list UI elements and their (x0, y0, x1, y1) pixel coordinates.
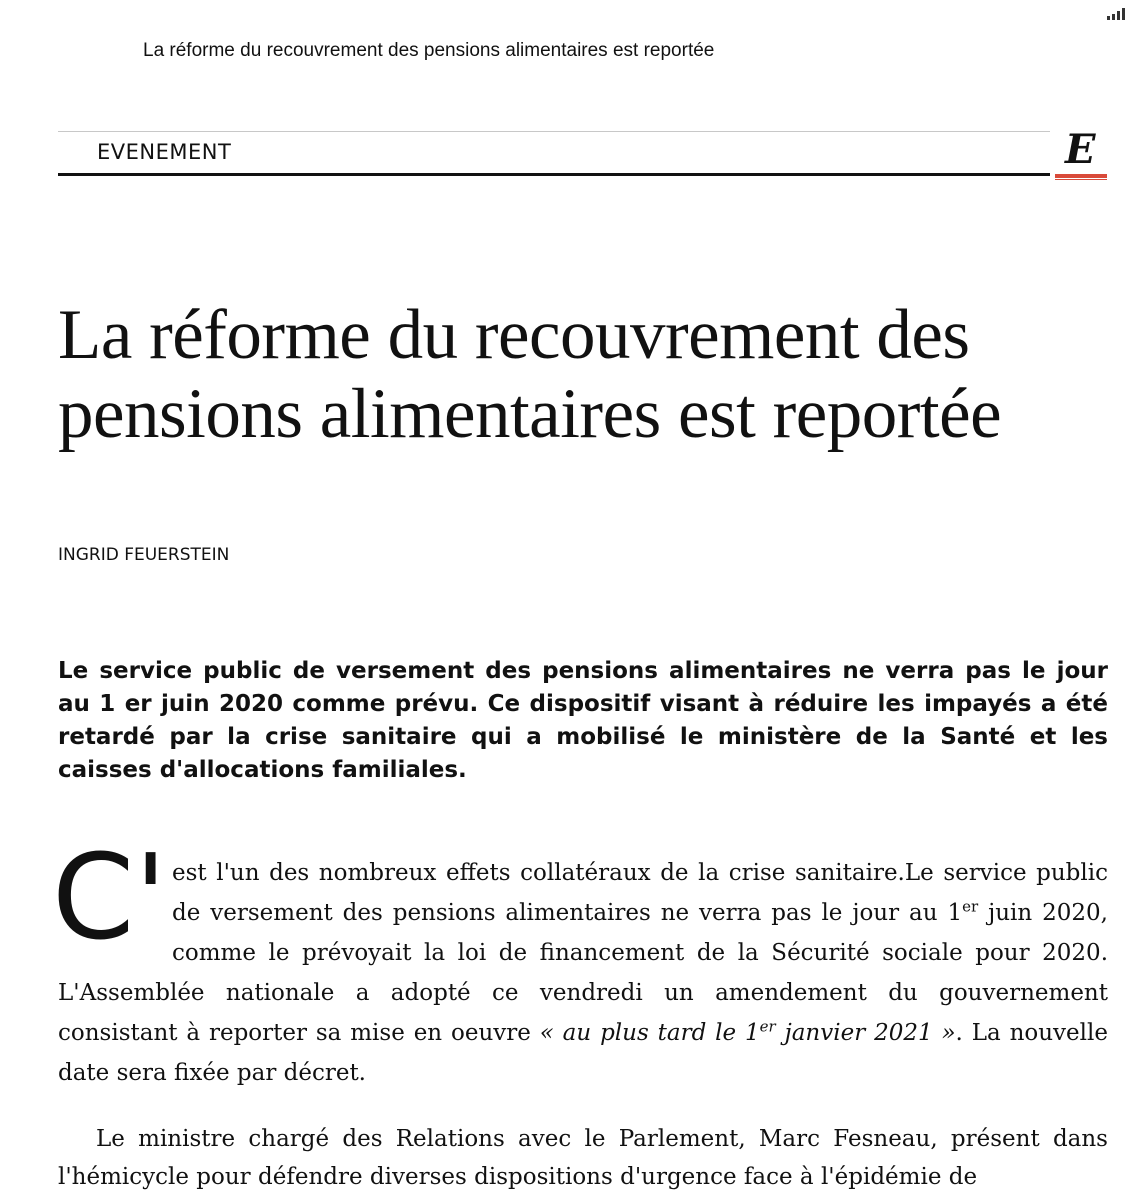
section-label: EVENEMENT (97, 140, 232, 164)
article-author: INGRID FEUERSTEIN (58, 545, 230, 565)
brand-logo: E (1065, 126, 1096, 173)
section-divider-bottom (58, 173, 1050, 176)
signal-icon (1107, 8, 1125, 20)
article-paragraph-2: Le ministre chargé des Relations avec le Parlement, Marc Fesneau, présent dans l'hémicycle pour défendre diverses dispositions d'urgence face à l'épidémie de (58, 1126, 1108, 1190)
article-headline: La réforme du recouvrement des pensions alimentaires est reportée (58, 296, 1002, 453)
window-title: La réforme du recouvrement des pensions alimentaires est reportée (143, 40, 715, 61)
drop-cap: C' (52, 828, 167, 966)
article-quote: « au plus tard le 1er janvier 2021 » (539, 1017, 956, 1046)
brand-underline-thin (1055, 179, 1107, 180)
brand-underline (1055, 174, 1107, 178)
article-paragraph-1: est l'un des nombreux effets collatéraux de la crise sanitaire.Le service public de versement des pensions alimentaires ne verra pas le jour au 1er juin 2020, comme le prévoyait la loi de financement de la Sécurité sociale pour 2020. L'Assemblée nationale a adopté ce vendredi un amendement du gouvernement consistant à reporter sa mise en oeuvre « au plus tard le 1er janvier 2021 ». La nouvelle date sera fixée par décret. (58, 860, 1108, 1086)
article-lead: Le service public de versement des pensions alimentaires ne verra pas le jour au 1 er juin 2020 comme prévu. Ce dispositif visant à réduire les impayés a été retardé par la crise sanitaire qui a mobilisé le ministère de la Santé et les caisses d'allocations familiales. (58, 658, 1108, 783)
section-divider-top (58, 131, 1050, 132)
